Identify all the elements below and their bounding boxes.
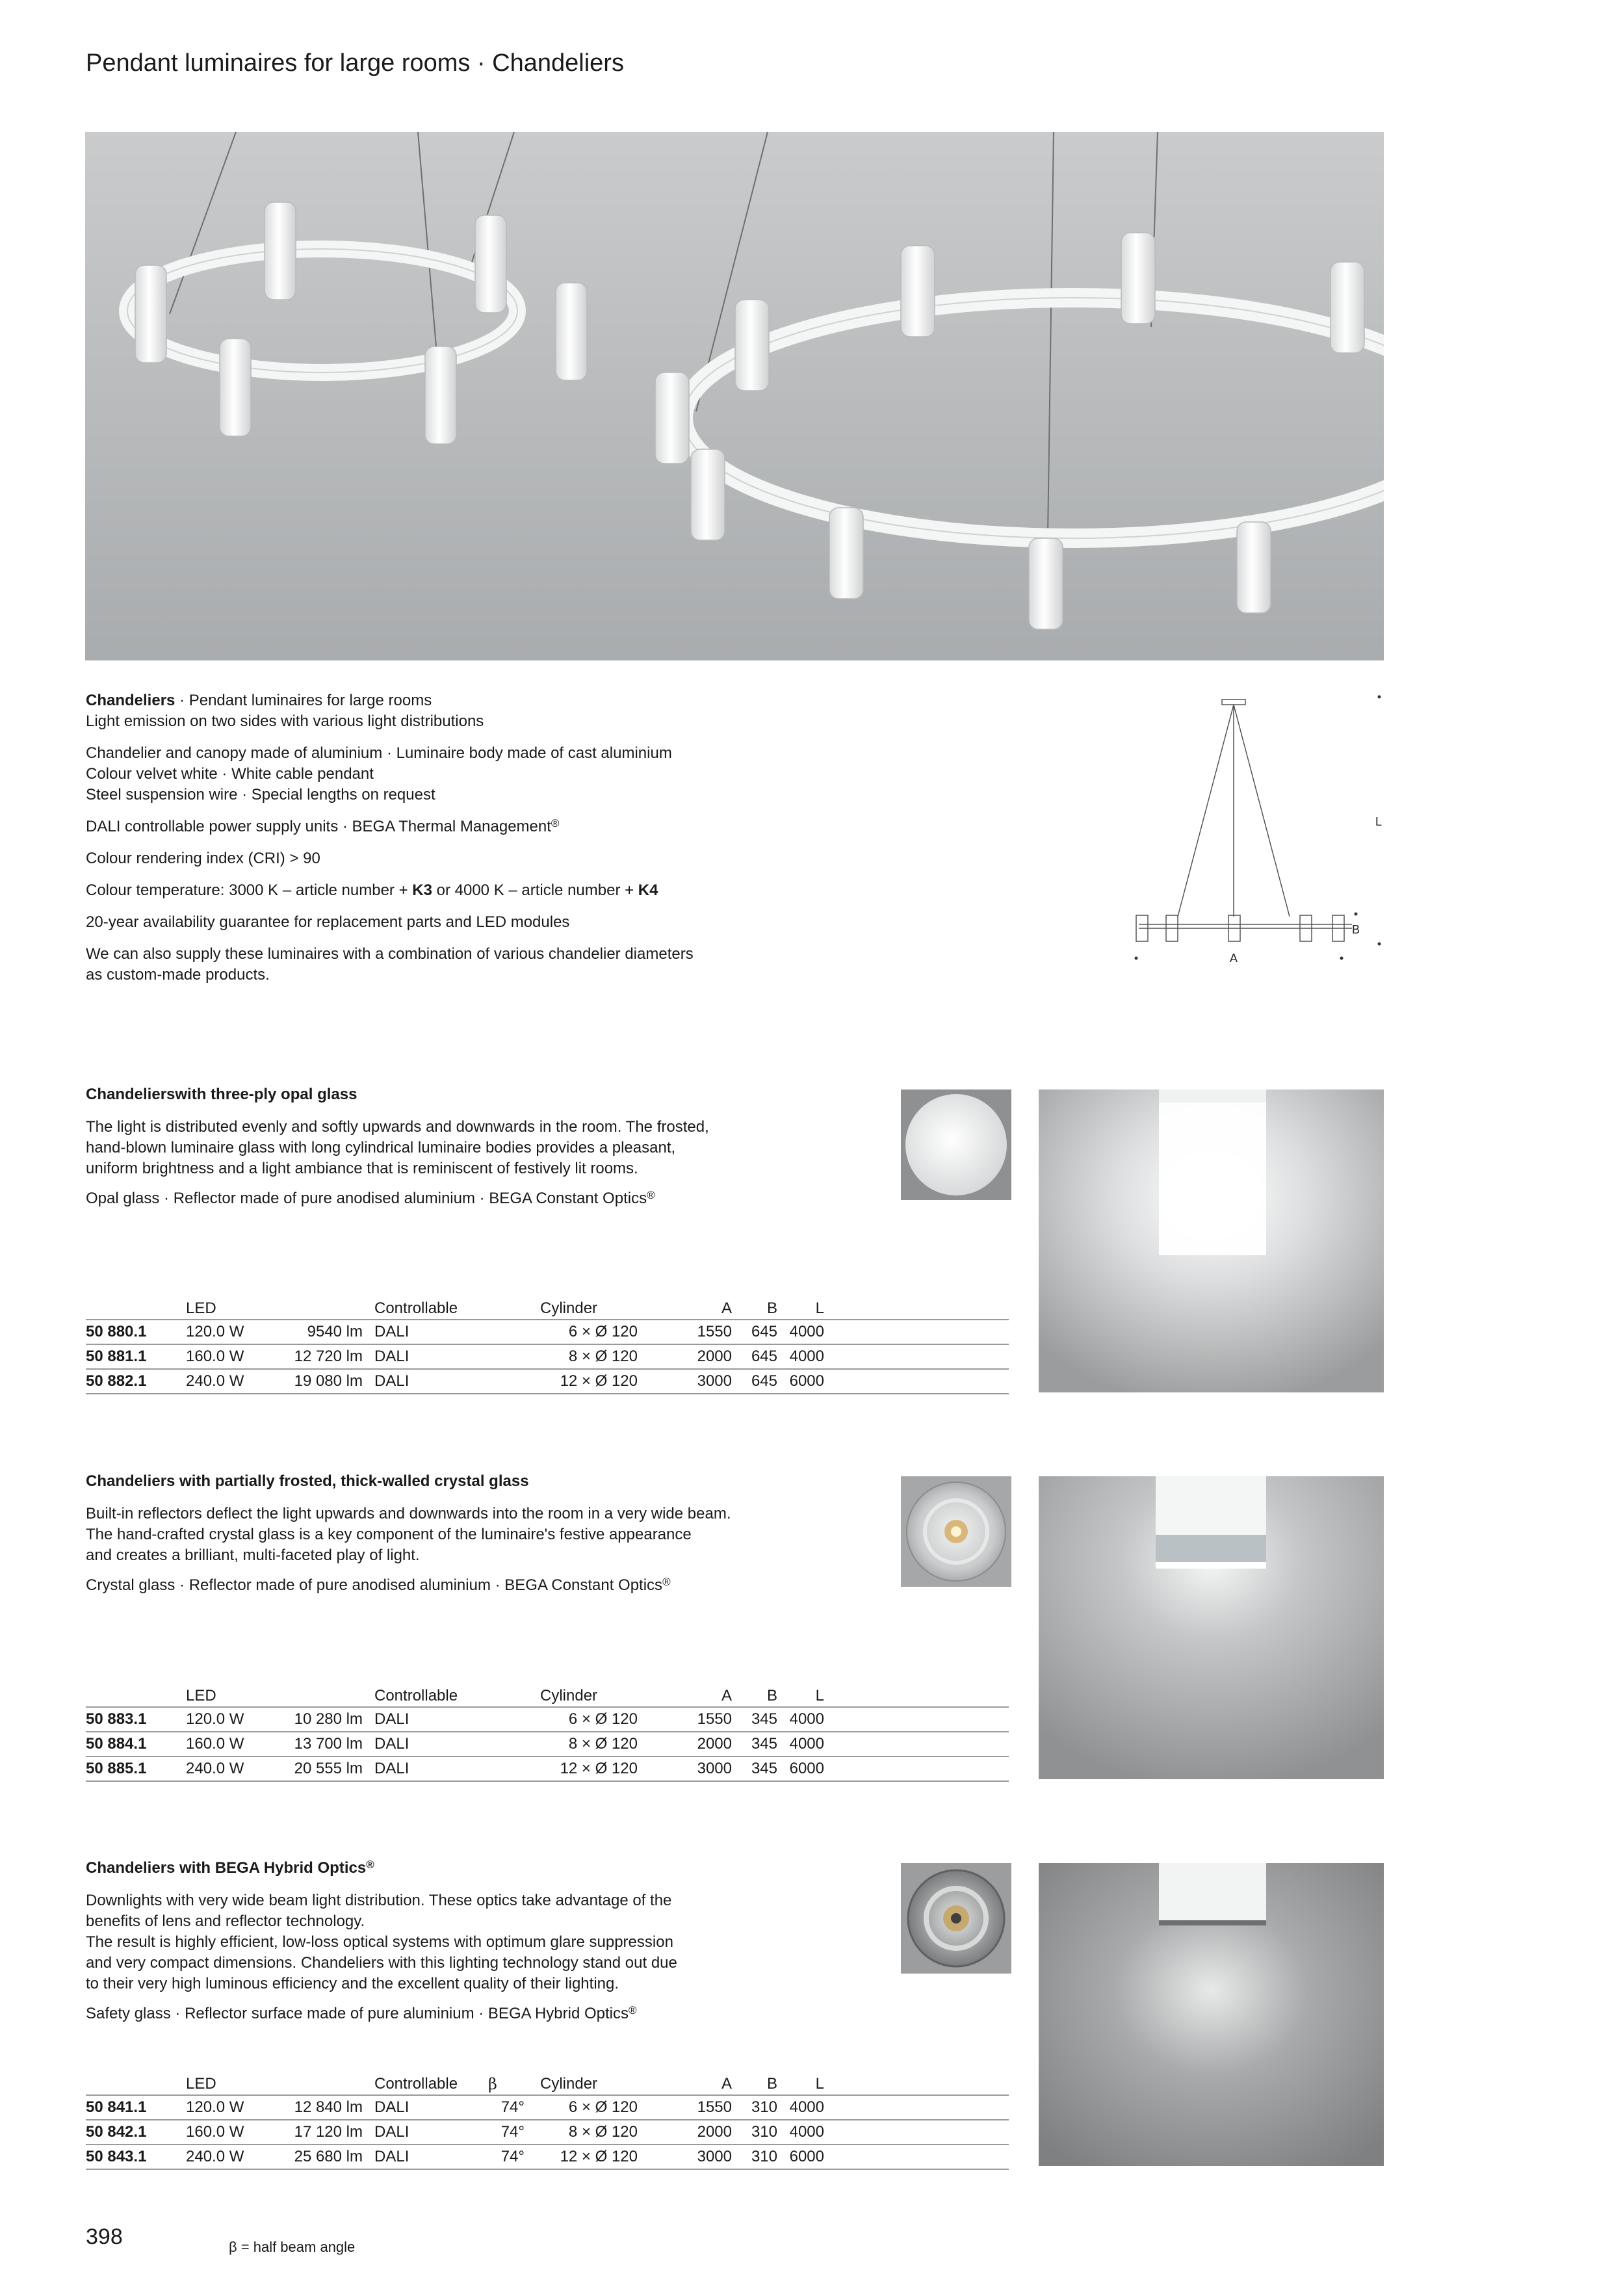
opal-glass-photo: [1039, 1089, 1384, 1392]
article-number: 50 882.1: [86, 1369, 186, 1394]
lumens: 19 080 lm: [270, 1369, 374, 1394]
s2-registered-mark: ®: [662, 1576, 671, 1588]
dim-l: 6000: [777, 1756, 824, 1781]
th-cylinder: Cylinder: [540, 1299, 598, 1317]
footnote: β = half beam angle: [229, 2239, 356, 2255]
section-1-body: [86, 1117, 814, 1218]
intro-p7-l1: We can also supply these luminaires with a combination of various chandelier diameters: [86, 945, 694, 963]
wattage: 120.0 W: [186, 1707, 270, 1732]
dim-l: 6000: [777, 2145, 824, 2169]
section-2-title: Chandeliers with partially frosted, thick-walled crystal glass: [86, 1472, 529, 1490]
controllable: DALI: [374, 1369, 488, 1394]
dim-a: 1550: [638, 2095, 732, 2120]
wattage: 160.0 W: [186, 1732, 270, 1756]
intro-p2-l3: Steel suspension wire · Special lengths on request: [86, 786, 435, 803]
table-row: [86, 2145, 1009, 2169]
s3-body-l1: Downlights with very wide beam light distribution. These optics take advantage of the: [86, 1892, 672, 1909]
page-number: 398: [86, 2224, 123, 2249]
lumens: 12 840 lm: [270, 2095, 374, 2120]
th-a: A: [721, 1687, 732, 1704]
th-controllable: Controllable: [374, 2075, 458, 2093]
wattage: 240.0 W: [186, 1756, 270, 1781]
wattage: 120.0 W: [186, 2095, 270, 2120]
th-l: L: [815, 1687, 824, 1704]
dimension-drawing: [1118, 689, 1391, 975]
dim-l: 4000: [777, 1344, 824, 1369]
s3-material: Safety glass · Reflector surface made of pure aluminium · BEGA Hybrid Optics: [86, 2005, 629, 2022]
cylinder: 8 × Ø 120: [540, 1344, 638, 1369]
opal-glass-swatch: [901, 1089, 1011, 1200]
page-title: Pendant luminaires for large rooms · Chandeliers: [86, 49, 624, 77]
s3-body-l4: and very compact dimensions. Chandeliers with this lighting technology stand out due: [86, 1954, 677, 1972]
s2-material: Crystal glass · Reflector made of pure anodised aluminium · BEGA Constant Optics: [86, 1576, 663, 1594]
th-b: B: [766, 1299, 777, 1317]
dim-a: 3000: [638, 1756, 732, 1781]
table-row: [86, 1707, 1009, 1732]
intro-line2: Light emission on two sides with various light distributions: [86, 712, 484, 730]
intro-k4: K4: [638, 881, 658, 899]
intro-p7-l2: as custom-made products.: [86, 966, 270, 984]
th-led: LED: [186, 1687, 216, 1704]
dim-l: 6000: [777, 1369, 824, 1394]
section-3-body: [86, 1890, 814, 2033]
crystal-glass-swatch: [901, 1476, 1011, 1587]
s2-body-l1: Built-in reflectors deflect the light upwards and downwards into the room in a very wide beam.: [86, 1505, 731, 1522]
lumens: 13 700 lm: [270, 1732, 374, 1756]
th-l: L: [815, 2075, 824, 2093]
intro-p4: Colour rendering index (CRI) > 90: [86, 850, 320, 867]
s2-body-l3: and creates a brilliant, multi-faceted play of light.: [86, 1546, 420, 1564]
dim-l: 4000: [777, 1732, 824, 1756]
dim-l: 4000: [777, 2095, 824, 2120]
intro-p6: 20-year availability guarantee for replacement parts and LED modules: [86, 913, 570, 931]
dim-label-b: B: [1352, 923, 1360, 936]
registered-mark: ®: [551, 817, 560, 829]
s1-registered-mark: ®: [647, 1189, 655, 1201]
intro-p2-l1: Chandelier and canopy made of aluminium · Luminaire body made of cast aluminium: [86, 744, 672, 762]
s1-body-l1: The light is distributed evenly and softly upwards and downwards in the room. The frosted,: [86, 1118, 709, 1136]
dim-b: 345: [732, 1756, 777, 1781]
th-beta: β: [488, 2075, 497, 2093]
beam-angle: 74°: [488, 2145, 540, 2169]
dim-l: 4000: [777, 1707, 824, 1732]
table-row: [86, 1732, 1009, 1756]
article-number: 50 885.1: [86, 1756, 186, 1781]
controllable: DALI: [374, 1344, 488, 1369]
spec-table-1: [86, 1298, 1009, 1394]
table-row: [86, 1320, 1009, 1344]
dim-l: 4000: [777, 1320, 824, 1344]
th-a: A: [721, 2075, 732, 2093]
s3-body-l5: to their very high luminous efficiency and the excellent quality of their lighting.: [86, 1975, 619, 1992]
article-number: 50 884.1: [86, 1732, 186, 1756]
beam-angle: 74°: [488, 2120, 540, 2145]
table-row: [86, 2120, 1009, 2145]
section-1-title: Chandelierswith three-ply opal glass: [86, 1086, 357, 1103]
beam-angle: 74°: [488, 2095, 540, 2120]
dim-b: 310: [732, 2095, 777, 2120]
th-b: B: [766, 1687, 777, 1704]
lumens: 17 120 lm: [270, 2120, 374, 2145]
dim-a: 3000: [638, 1369, 732, 1394]
s1-body-l3: uniform brightness and a light ambiance that is reminiscent of festively lit rooms.: [86, 1160, 638, 1177]
dim-a: 1550: [638, 1707, 732, 1732]
crystal-glass-photo: [1039, 1476, 1384, 1779]
wattage: 240.0 W: [186, 2145, 270, 2169]
th-l: L: [815, 1299, 824, 1317]
th-cylinder: Cylinder: [540, 1687, 598, 1704]
cylinder: 12 × Ø 120: [540, 1756, 638, 1781]
cylinder: 12 × Ø 120: [540, 1369, 638, 1394]
intro-heading-rest: · Pendant luminaires for large rooms: [175, 692, 432, 709]
cylinder: 12 × Ø 120: [540, 2145, 638, 2169]
lumens: 9540 lm: [270, 1320, 374, 1344]
intro-text: [86, 690, 820, 997]
cylinder: 6 × Ø 120: [540, 1707, 638, 1732]
dim-b: 645: [732, 1344, 777, 1369]
th-controllable: Controllable: [374, 1687, 458, 1704]
intro-heading-bold: Chandeliers: [86, 692, 175, 709]
dim-b: 345: [732, 1732, 777, 1756]
lumens: 12 720 lm: [270, 1344, 374, 1369]
controllable: DALI: [374, 1732, 488, 1756]
dim-b: 645: [732, 1320, 777, 1344]
s2-body-l2: The hand-crafted crystal glass is a key component of the luminaire's festive appearance: [86, 1526, 692, 1543]
controllable: DALI: [374, 1320, 488, 1344]
dim-a: 2000: [638, 1732, 732, 1756]
s3-registered-mark: ®: [629, 2004, 637, 2016]
s3-title-registered-mark: ®: [366, 1859, 374, 1871]
article-number: 50 842.1: [86, 2120, 186, 2145]
spec-table-3: [86, 2074, 1009, 2170]
section-3-title: [86, 1859, 374, 1877]
cylinder: 6 × Ø 120: [540, 1320, 638, 1344]
lumens: 20 555 lm: [270, 1756, 374, 1781]
dim-l: 4000: [777, 2120, 824, 2145]
intro-p5-a: Colour temperature: 3000 K – article number +: [86, 881, 413, 899]
s3-title-text: Chandeliers with BEGA Hybrid Optics: [86, 1859, 367, 1877]
spec-table-2: [86, 1686, 1009, 1782]
table-row: [86, 1344, 1009, 1369]
dim-a: 3000: [638, 2145, 732, 2169]
intro-p3: DALI controllable power supply units · BEGA Thermal Management: [86, 818, 551, 835]
s1-body-l2: hand-blown luminaire glass with long cylindrical luminaire bodies provides a pleasant,: [86, 1139, 676, 1156]
dim-b: 345: [732, 1707, 777, 1732]
article-number: 50 841.1: [86, 2095, 186, 2120]
wattage: 120.0 W: [186, 1320, 270, 1344]
th-controllable: Controllable: [374, 1299, 458, 1317]
th-cylinder: Cylinder: [540, 2075, 598, 2093]
th-a: A: [721, 1299, 732, 1317]
wattage: 240.0 W: [186, 1369, 270, 1394]
section-2-body: [86, 1504, 814, 1605]
th-led: LED: [186, 1299, 216, 1317]
article-number: 50 881.1: [86, 1344, 186, 1369]
dim-label-l: L: [1375, 815, 1383, 828]
intro-k3: K3: [412, 881, 432, 899]
wattage: 160.0 W: [186, 2120, 270, 2145]
article-number: 50 883.1: [86, 1707, 186, 1732]
lumens: 10 280 lm: [270, 1707, 374, 1732]
cylinder: 8 × Ø 120: [540, 1732, 638, 1756]
th-led: LED: [186, 2075, 216, 2093]
table-row: [86, 2095, 1009, 2120]
table-row: [86, 1369, 1009, 1394]
dim-b: 645: [732, 1369, 777, 1394]
hybrid-optics-photo: [1039, 1863, 1384, 2166]
table-row: [86, 1756, 1009, 1781]
dim-a: 1550: [638, 1320, 732, 1344]
s3-body-l3: The result is highly efficient, low-loss optical systems with optimum glare suppression: [86, 1933, 673, 1951]
hybrid-optics-swatch: [901, 1863, 1011, 1974]
cylinder: 8 × Ø 120: [540, 2120, 638, 2145]
dim-b: 310: [732, 2145, 777, 2169]
controllable: DALI: [374, 2145, 488, 2169]
controllable: DALI: [374, 2095, 488, 2120]
hero-chandelier-photo: [85, 132, 1384, 660]
intro-p5-b: or 4000 K – article number +: [432, 881, 638, 899]
article-number: 50 843.1: [86, 2145, 186, 2169]
wattage: 160.0 W: [186, 1344, 270, 1369]
lumens: 25 680 lm: [270, 2145, 374, 2169]
controllable: DALI: [374, 1707, 488, 1732]
dim-label-a: A: [1230, 952, 1238, 965]
dim-a: 2000: [638, 2120, 732, 2145]
controllable: DALI: [374, 1756, 488, 1781]
dim-a: 2000: [638, 1344, 732, 1369]
s3-body-l2: benefits of lens and reflector technology.: [86, 1912, 365, 1930]
s1-material: Opal glass · Reflector made of pure anodised aluminium · BEGA Constant Optics: [86, 1190, 647, 1207]
controllable: DALI: [374, 2120, 488, 2145]
dim-b: 310: [732, 2120, 777, 2145]
article-number: 50 880.1: [86, 1320, 186, 1344]
intro-p2-l2: Colour velvet white · White cable pendant: [86, 765, 374, 783]
th-b: B: [766, 2075, 777, 2093]
cylinder: 6 × Ø 120: [540, 2095, 638, 2120]
